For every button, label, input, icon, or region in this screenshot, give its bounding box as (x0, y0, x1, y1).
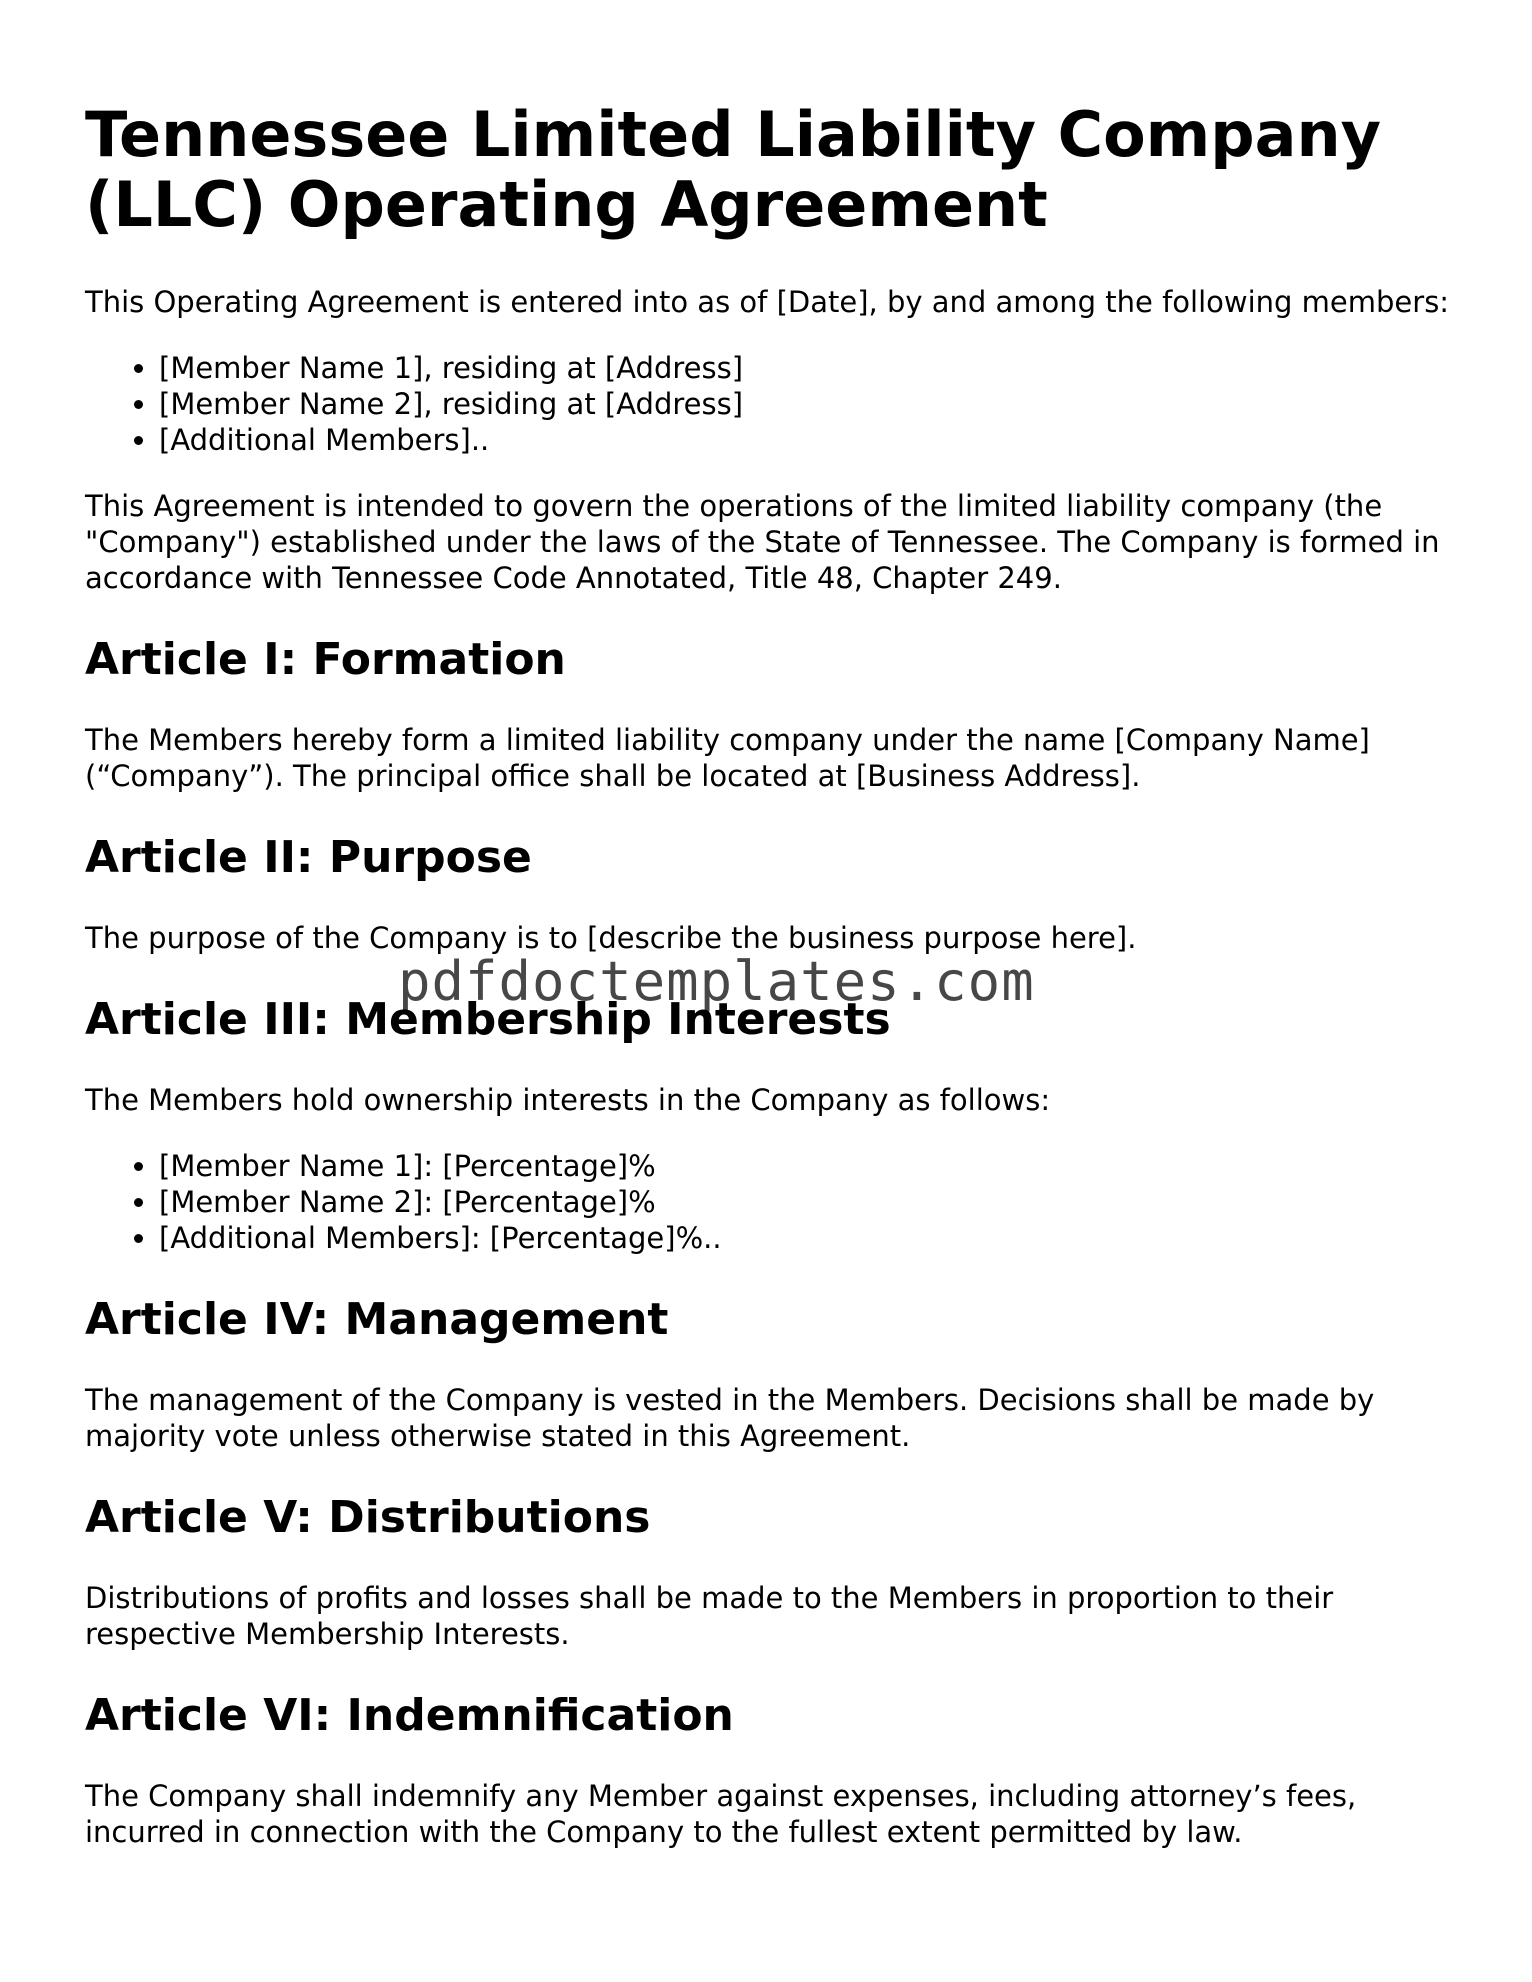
intro-paragraph: This Operating Agreement is entered into as of [Date], by and among the following members: (85, 285, 1450, 319)
article-text: The Company shall indemnify any Member against expenses, including attorney’s fees, incurred in connection with the Company to the fullest extent permitted by law. (85, 1779, 1357, 1849)
article-heading: Article I: Formation (85, 634, 566, 685)
governing-paragraph: This Agreement is intended to govern the operations of the limited liability company (the "Company") established under the laws of the State of Tennessee. The Company is formed in accordance with Tennessee Code Annotated, Title 48, Chapter 249. (85, 489, 1440, 595)
article-heading: Article III: Membership Interests (85, 994, 891, 1045)
document-page (85, 100, 1455, 1880)
list-item: • [Member Name 2]: [Percentage]% (159, 1184, 1455, 1220)
article-text: The Members hold ownership interests in the Company as follows: (85, 1083, 1051, 1117)
ownership-list (85, 1148, 1455, 1256)
article-text: The purpose of the Company is to [describe the business purpose here]. (85, 921, 1137, 955)
article-heading: Article II: Purpose (85, 832, 532, 883)
list-item: • [Member Name 1]: [Percentage]% (159, 1148, 1455, 1184)
members-list (85, 350, 1455, 458)
article-text: The Members hereby form a limited liability company under the name [Company Name] (“Company”). The principal office shall be located at [Business Address]. (85, 723, 1370, 793)
document-title: Tennessee Limited Liability Company (LLC) Operating Agreement (85, 98, 1382, 241)
article-heading: Article IV: Management (85, 1294, 669, 1345)
article-heading: Article V: Distributions (85, 1492, 651, 1543)
list-item: • [Additional Members]: [Percentage]%.. (159, 1220, 1455, 1256)
article-heading: Article VI: Indemnification (85, 1690, 734, 1741)
article-text: The management of the Company is vested in the Members. Decisions shall be made by majority vote unless otherwise stated in this Agreement. (85, 1383, 1375, 1453)
list-item: • [Additional Members].. (159, 422, 1455, 458)
article-text: Distributions of profits and losses shall be made to the Members in proportion to their respective Membership Interests. (85, 1581, 1334, 1651)
watermark: pdfdoctemplates.com (398, 950, 1035, 1013)
list-item: • [Member Name 1], residing at [Address] (159, 350, 1455, 386)
list-item: • [Member Name 2], residing at [Address] (159, 386, 1455, 422)
